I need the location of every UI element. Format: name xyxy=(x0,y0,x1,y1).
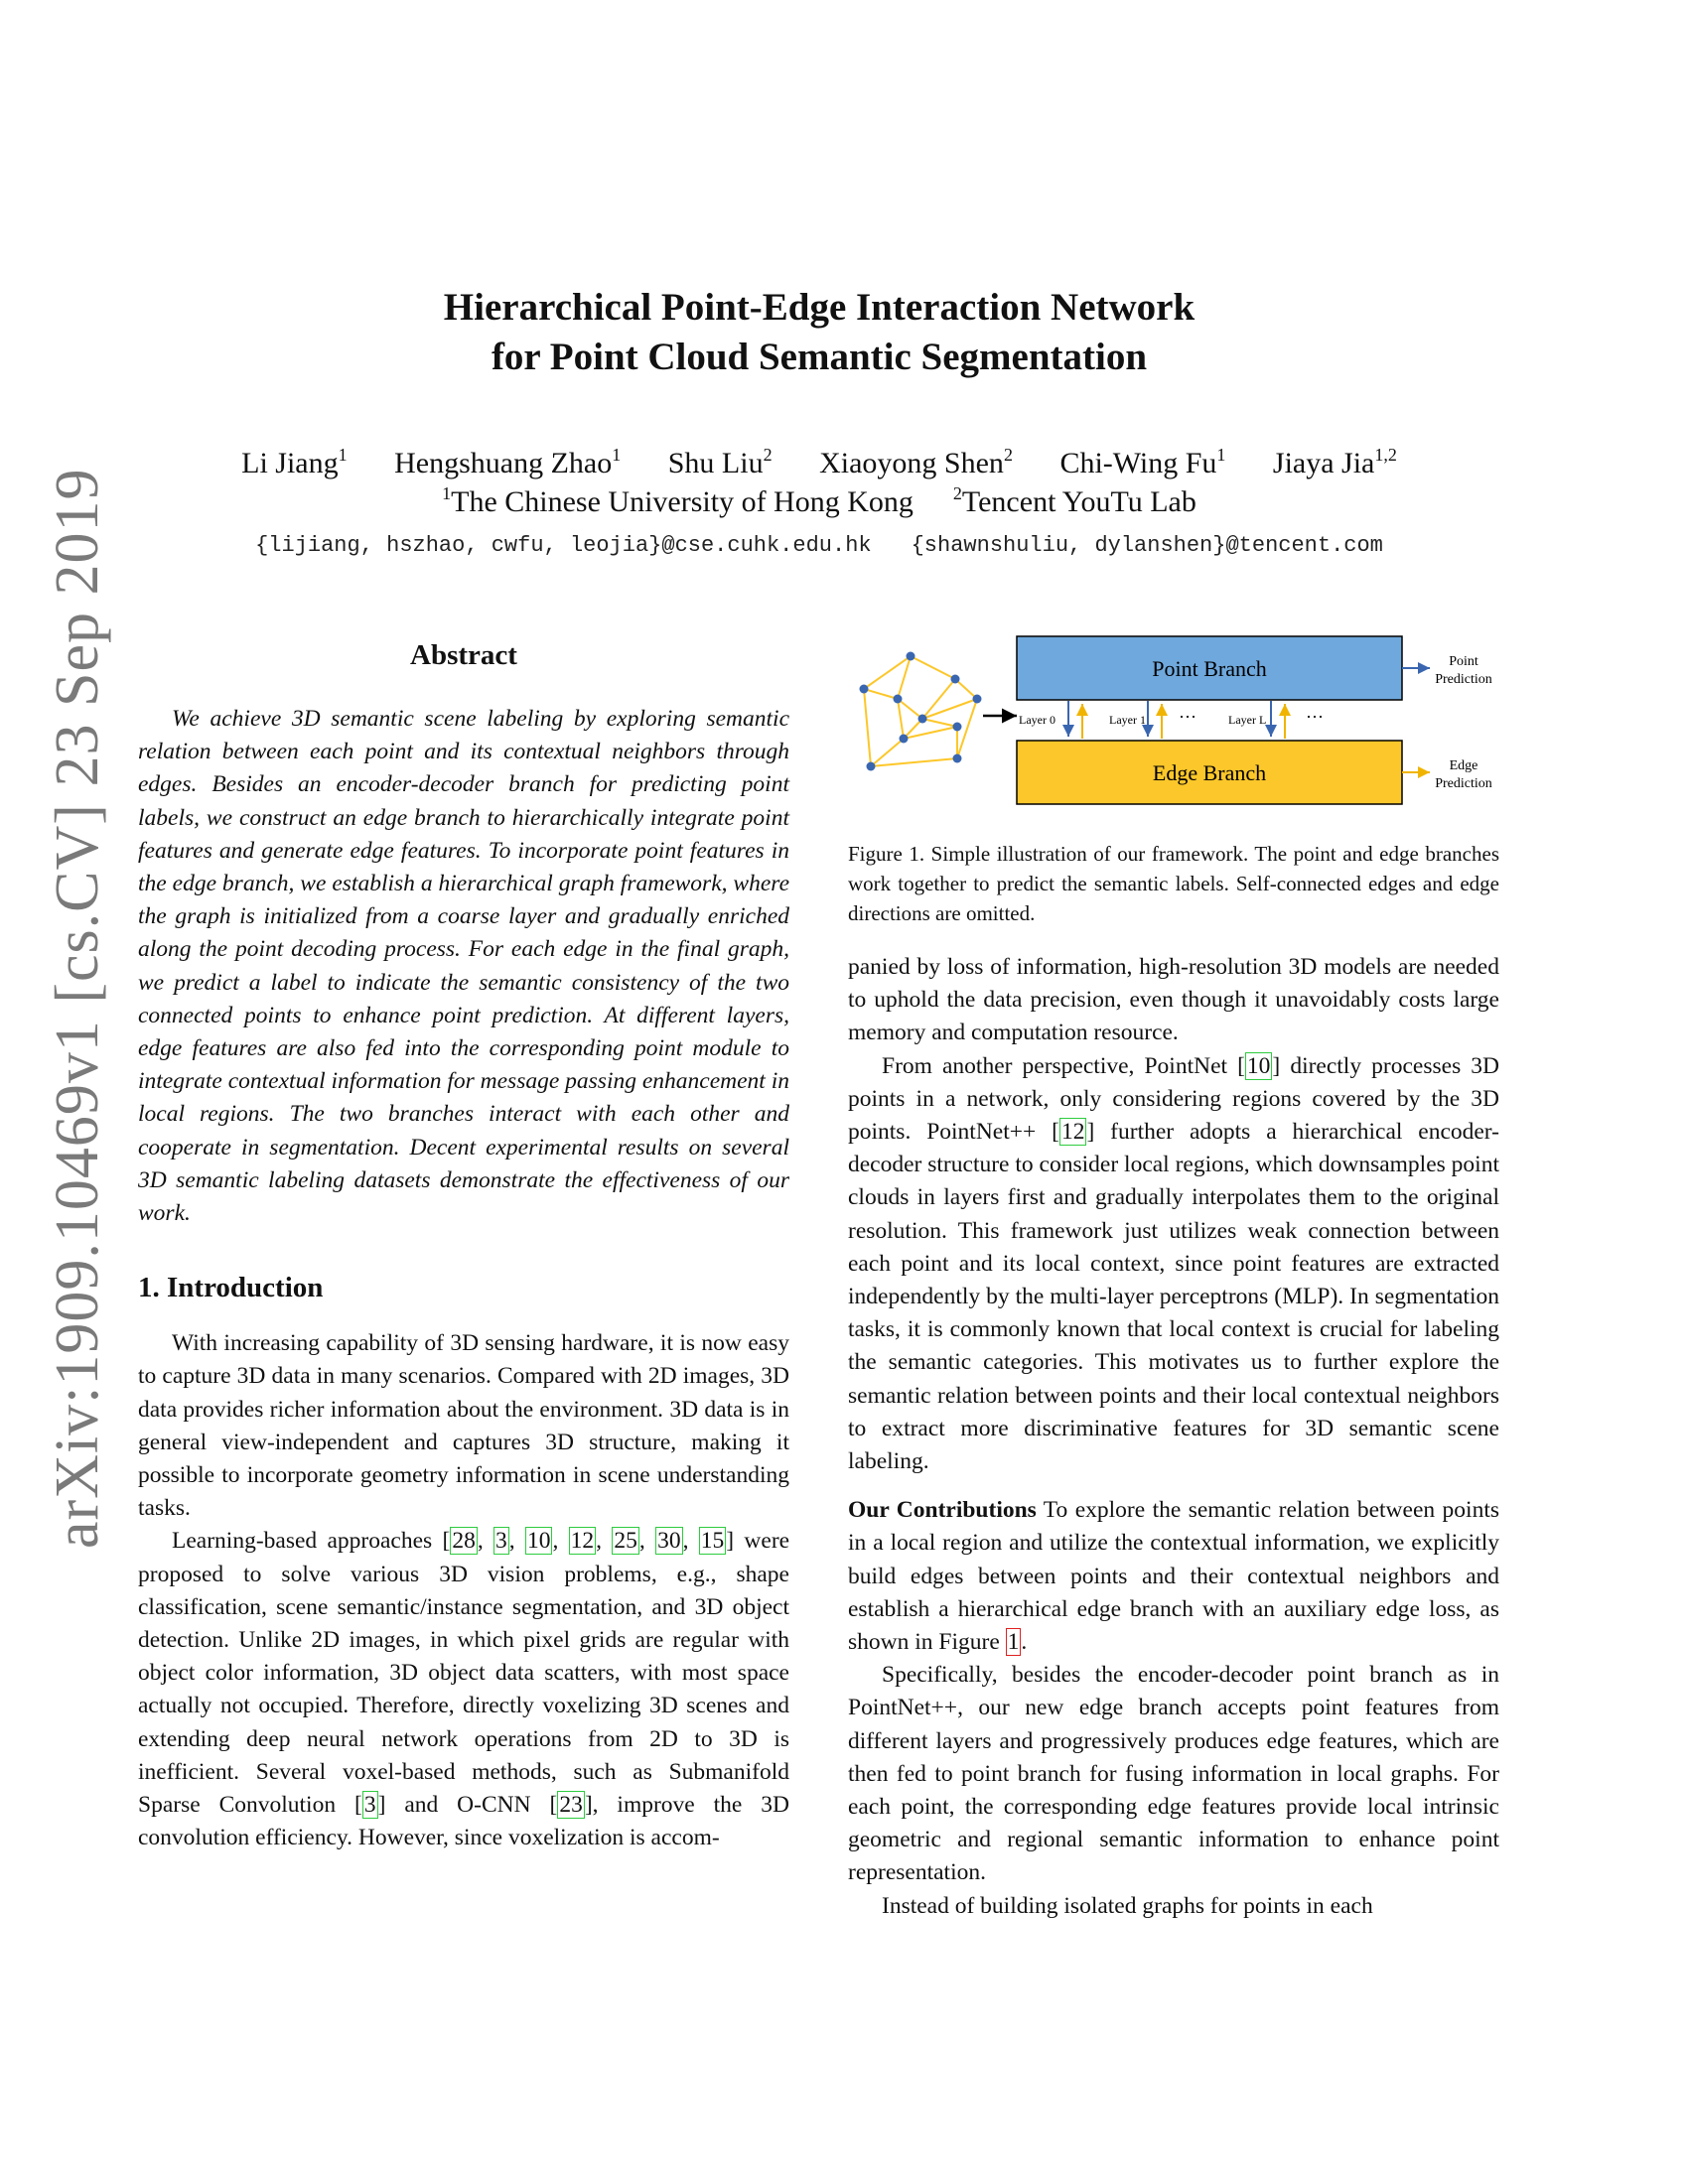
edge-prediction-label: Edge xyxy=(1449,758,1478,773)
citation-link[interactable]: 28 xyxy=(452,1528,476,1555)
contributions-label: Our Contributions xyxy=(848,1497,1037,1524)
citation-link[interactable]: 15 xyxy=(700,1528,725,1555)
right-column xyxy=(848,951,1499,1923)
citation-link[interactable]: 10 xyxy=(526,1528,551,1555)
intro-paragraph-2: Learning-based approaches [28, 3, 10, 12, 25, 30, 15] were proposed to solve various 3D vision problems, e.g., shape classification, scene semantic/instance segmentation, and 3D object detection. Unlike 2D images, in which pixel grids are regular with object color information, 3D object data scatters, with most space actually not occupied. Therefore, directly voxelizing 3D scenes and extending deep neural network operations from 2D to 3D is inefficient. Several voxel-based methods, such as Submanifold Sparse Convolution [3] and O-CNN [23], improve the 3D convolution efficiency. However, since voxelization is accom- xyxy=(138,1528,790,1851)
figure-ref-link[interactable]: 1 xyxy=(1007,1629,1020,1656)
right-paragraph-5: Instead of building isolated graphs for points in each xyxy=(882,1892,1373,1919)
right-paragraph-2: From another perspective, PointNet [10] directly processes 3D points in a network, only considering regions covered by the 3D points. PointNet++ [12] further adopts a hierarchical encoder-decoder structure to consider local regions, which downsamples point clouds in layers first and gradually interpolates them to the original resolution. This framework just utilizes weak connection between each point and its local context, since point features are extracted independently by the multi-layer perceptrons (MLP). In segmentation tasks, it is commonly known that local context is crucial for labeling the semantic categories. This motivates us to further explore the semantic relation between points and their local contextual neighbors to extract more discriminative features for 3D semantic scene labeling. xyxy=(848,1052,1499,1475)
point-branch-label: Point Branch xyxy=(1152,656,1267,681)
author: Xiaoyong Shen$^2$ xyxy=(819,445,1013,479)
abstract-heading: Abstract xyxy=(410,639,517,671)
email[interactable]: {lijiang, hszhao, cwfu, leojia}@cse.cuhk.edu.hk xyxy=(255,533,872,558)
arxiv-stamp: arXiv:1909.10469v1 [cs.CV] 23 Sep 2019 xyxy=(44,468,111,1549)
author-list xyxy=(149,444,1489,483)
figure-1-caption: Figure 1. Simple illustration of our framework. The point and edge branches work together to predict the semantic labels. Self-connected edges and edge directions are omitted. xyxy=(848,842,1499,925)
point-prediction-label: Prediction xyxy=(1435,672,1492,687)
framework-diagram xyxy=(846,631,1501,810)
citation-link[interactable]: 23 xyxy=(559,1792,583,1819)
section-heading-introduction: 1. Introduction xyxy=(138,1272,324,1304)
citation-link[interactable]: 10 xyxy=(1246,1052,1271,1079)
contributions-paragraph: Our Contributions To explore the semantic relation between points in a local region and utilize the contextual information, we explicitly build edges between points and their contextual neighbors and establish a hierarchical edge branch with an auxiliary edge loss, as shown in Figure 1. xyxy=(848,1497,1499,1656)
right-paragraph-4: Specifically, besides the encoder-decoder point branch as in PointNet++, our new edge branch accepts point features from different layers and progressively produces edge features, which are then fed to point branch for fusing information in local graphs. For each point, the corresponding edge features provide local intrinsic geometric and regional semantic information to enhance point representation. xyxy=(848,1662,1499,1886)
citation-link[interactable]: 12 xyxy=(1060,1119,1085,1146)
ellipsis: ··· xyxy=(1179,707,1196,727)
author: Hengshuang Zhao$^1$ xyxy=(394,445,622,479)
title-line-2: for Point Cloud Semantic Segmentation xyxy=(491,336,1148,378)
edge-branch-label: Edge Branch xyxy=(1152,760,1267,785)
affiliation: $^2$Tencent YouTu Lab xyxy=(952,483,1196,518)
point-prediction-label: Point xyxy=(1449,654,1478,669)
affiliations xyxy=(149,482,1489,522)
layer-0-label: Layer 0 xyxy=(1019,713,1055,727)
citation-link[interactable]: 3 xyxy=(363,1792,376,1819)
author: Shu Liu$^2$ xyxy=(667,445,773,479)
citation-link[interactable]: 25 xyxy=(614,1528,637,1555)
citation-link[interactable]: 3 xyxy=(495,1528,507,1555)
author: Li Jiang$^1$ xyxy=(241,445,348,479)
citation-link[interactable]: 12 xyxy=(570,1528,595,1555)
author: Chi-Wing Fu$^1$ xyxy=(1059,445,1226,479)
paper-title xyxy=(199,283,1440,382)
graph-illustration xyxy=(864,656,977,766)
figure-1 xyxy=(846,631,1501,810)
right-paragraph-1: panied by loss of information, high-resolution 3D models are needed to uphold the data precision, even though it unavoidably costs large memory and computation resource. xyxy=(848,954,1499,1046)
layer-1-label: Layer 1 xyxy=(1109,713,1146,727)
edge-prediction-label: Prediction xyxy=(1435,776,1492,791)
graph-nodes xyxy=(860,652,982,771)
left-column xyxy=(138,635,789,1855)
layer-l-label: Layer L xyxy=(1228,713,1267,727)
affiliation: $^1$The Chinese University of Hong Kong xyxy=(442,483,914,518)
title-line-1: Hierarchical Point-Edge Interaction Network xyxy=(443,286,1196,329)
ellipsis: ··· xyxy=(1306,707,1324,727)
citation-link[interactable]: 30 xyxy=(657,1528,681,1555)
intro-paragraph-1: With increasing capability of 3D sensing hardware, it is now easy to capture 3D data in many scenarios. Compared with 2D images, 3D data provides richer information about the environment. 3D data is in general view-independent and captures 3D structure, making it possible to incorporate geometry information in scene understanding tasks. xyxy=(138,1330,789,1522)
email[interactable]: {shawnshuliu, dylanshen}@tencent.com xyxy=(911,533,1383,558)
email-addresses xyxy=(149,531,1489,561)
abstract-text: We achieve 3D semantic scene labeling by exploring semantic relation between each point and its contextual neighbors through edges. Besides an encoder-decoder branch for predicting point labels, we construct an edge branch to hierarchically integrate point features and generate edge features. To incorporate point features in the edge branch, we establish a hierarchical graph framework, where the graph is initialized from a coarse layer and gradually enriched along the point decoding process. For each edge in the final graph, we predict a label to indicate the semantic consistency of the two connected points to enhance point prediction. At different layers, edge features are also fed into the corresponding point module to integrate contextual information for message passing enhancement in local regions. The two branches interact with each other and cooperate in segmentation. Decent experimental results on several 3D semantic labeling datasets demonstrate the effectiveness of our work. xyxy=(138,706,789,1227)
author: Jiaya Jia$^{1,2}$ xyxy=(1272,445,1397,479)
